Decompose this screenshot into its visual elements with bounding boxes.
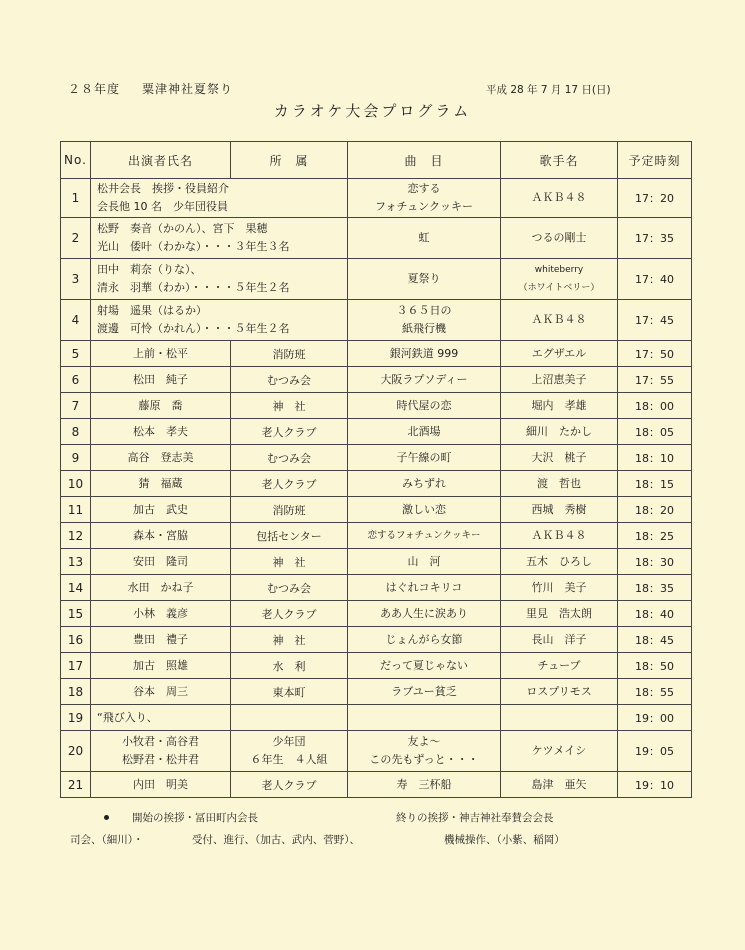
- cell-song: [348, 772, 501, 798]
- cell-no: 11: [61, 497, 91, 523]
- table-row: [61, 653, 692, 679]
- cell-line: ３６５日の: [396, 304, 452, 317]
- cell-song: [348, 419, 501, 445]
- cell-line: 上沼恵美子: [531, 372, 587, 386]
- cell-line: 上前・松平: [133, 346, 188, 360]
- cell-singer: [501, 218, 618, 259]
- header-date: 平成 28 年 7 月 17 日(日): [486, 84, 611, 96]
- cell-time: 18：25: [618, 523, 692, 549]
- cell-affiliation: 包括センター: [231, 523, 348, 549]
- cell-performer: [91, 471, 231, 497]
- cell-singer: [501, 259, 618, 300]
- cell-affiliation: [231, 731, 348, 772]
- cell-performer: [91, 653, 231, 679]
- cell-singer: [501, 731, 618, 772]
- cell-line: 友よ～: [407, 735, 441, 748]
- cell-time: 18：40: [618, 601, 692, 627]
- cell-singer: [501, 471, 618, 497]
- cell-singer: [501, 179, 618, 218]
- col-header-singer: 歌手名: [501, 142, 618, 179]
- cell-song: [348, 259, 501, 300]
- footer-machine: 機械操作、（小紫、稲岡）: [444, 834, 565, 846]
- cell-time: 18：00: [618, 393, 692, 419]
- table-row: [61, 259, 692, 300]
- cell-song: [348, 549, 501, 575]
- table-row: [61, 393, 692, 419]
- cell-time: 17：50: [618, 341, 692, 367]
- cell-no: 1: [61, 179, 91, 218]
- cell-line: 里見 浩太朗: [526, 606, 592, 620]
- cell-line: 島津 亜矢: [531, 777, 587, 791]
- cell-singer: [501, 393, 618, 419]
- cell-line: 紙飛行機: [402, 322, 446, 335]
- table-row: [61, 627, 692, 653]
- table-row: [61, 575, 692, 601]
- cell-time: 17：45: [618, 300, 692, 341]
- cell-no: 12: [61, 523, 91, 549]
- table-row: [61, 549, 692, 575]
- cell-line: 小林 義彦: [133, 606, 188, 620]
- header-event: 粟津神社夏祭り: [142, 82, 234, 96]
- cell-line: 内田 明美: [133, 777, 188, 791]
- cell-performer: [91, 679, 231, 705]
- cell-singer: [501, 575, 618, 601]
- table-row: [61, 772, 692, 798]
- cell-affiliation: 神 社: [231, 549, 348, 575]
- cell-song: [348, 179, 501, 218]
- cell-line: 銀河鉄道 999: [389, 346, 459, 360]
- cell-time: 17：55: [618, 367, 692, 393]
- col-header-no: No.: [61, 142, 91, 179]
- cell-time: 19：00: [618, 705, 692, 731]
- cell-singer: [501, 445, 618, 471]
- cell-time: 17：35: [618, 218, 692, 259]
- cell-time: 19：10: [618, 772, 692, 798]
- cell-line: 恋する: [407, 182, 441, 195]
- cell-performer: [91, 575, 231, 601]
- cell-affiliation: 老人クラブ: [231, 601, 348, 627]
- cell-performer: [91, 393, 231, 419]
- table-row: [61, 523, 692, 549]
- cell-singer: [501, 341, 618, 367]
- cell-line: 虹: [418, 231, 430, 244]
- cell-line: 加古 照雄: [133, 658, 188, 672]
- cell-no: 17: [61, 653, 91, 679]
- col-header-affiliation: 所 属: [231, 142, 348, 179]
- cell-performer: [91, 300, 348, 341]
- cell-performer: [91, 497, 231, 523]
- cell-line: 大沢 桃子: [531, 450, 587, 464]
- cell-line: 安田 隆司: [133, 554, 188, 568]
- cell-line: ロスプリモス: [526, 684, 592, 698]
- table-row: [61, 497, 692, 523]
- cell-affiliation: むつみ会: [231, 445, 348, 471]
- cell-line: ＡＫＢ４８: [531, 528, 587, 542]
- cell-affiliation: むつみ会: [231, 575, 348, 601]
- cell-line: 松野君・松井君: [122, 753, 199, 766]
- cell-performer: [91, 445, 231, 471]
- cell-line: だって夏じゃない: [380, 658, 468, 672]
- cell-no: 19: [61, 705, 91, 731]
- table-body: [61, 179, 692, 798]
- cell-performer: [91, 218, 348, 259]
- cell-song: [348, 471, 501, 497]
- cell-performer: [91, 419, 231, 445]
- cell-line: 西城 秀樹: [531, 502, 587, 516]
- cell-time: 18：05: [618, 419, 692, 445]
- cell-affiliation: [231, 705, 348, 731]
- footer-mc: 司会、（細川）・: [70, 834, 144, 846]
- cell-song: [348, 627, 501, 653]
- cell-line: 松井会長 挨拶・役員紹介: [97, 182, 229, 195]
- cell-song: [348, 575, 501, 601]
- cell-line: この先もずっと・・・: [369, 753, 479, 766]
- table-row: [61, 705, 692, 731]
- cell-line: エグザエル: [531, 346, 587, 360]
- header-year-event: [68, 80, 233, 97]
- cell-performer: [91, 601, 231, 627]
- cell-line: whiteberry: [534, 265, 584, 275]
- table-row: [61, 731, 692, 772]
- cell-line: 五木 ひろし: [526, 554, 592, 568]
- cell-singer: [501, 497, 618, 523]
- cell-time: 17：40: [618, 259, 692, 300]
- cell-singer: [501, 300, 618, 341]
- cell-affiliation: 消防班: [231, 497, 348, 523]
- cell-line: 竹川 美子: [531, 580, 587, 594]
- cell-performer: [91, 772, 231, 798]
- footer-opening: 開始の挨拶・冨田町内会長: [132, 812, 258, 824]
- cell-singer: [501, 627, 618, 653]
- table-row: [61, 218, 692, 259]
- cell-no: 8: [61, 419, 91, 445]
- cell-line: 北酒場: [407, 424, 441, 438]
- cell-time: 18：30: [618, 549, 692, 575]
- cell-line: 森本・宮脇: [133, 528, 188, 542]
- table-header-row: [61, 142, 692, 179]
- cell-performer: [91, 549, 231, 575]
- cell-line: 光山 倭叶（わかな）・・・３年生３名: [97, 240, 290, 253]
- table-row: [61, 367, 692, 393]
- cell-song: [348, 393, 501, 419]
- cell-affiliation: 消防班: [231, 341, 348, 367]
- cell-line: 谷本 周三: [133, 684, 188, 698]
- cell-affiliation: むつみ会: [231, 367, 348, 393]
- table-row: [61, 300, 692, 341]
- cell-line: フォチュンクッキー: [375, 200, 473, 213]
- cell-line: 藤原 喬: [138, 398, 183, 412]
- cell-line: 小牧君・高谷君: [122, 735, 199, 748]
- cell-singer: [501, 679, 618, 705]
- cell-singer: [501, 772, 618, 798]
- cell-time: 17：20: [618, 179, 692, 218]
- cell-performer: [91, 731, 231, 772]
- cell-line: じょんがら女節: [385, 632, 463, 646]
- cell-performer: [91, 341, 231, 367]
- table-row: [61, 679, 692, 705]
- table-row: [61, 445, 692, 471]
- cell-singer: [501, 705, 618, 731]
- cell-time: 18：55: [618, 679, 692, 705]
- cell-no: 14: [61, 575, 91, 601]
- cell-song: [348, 300, 501, 341]
- cell-line: 激しい恋: [402, 502, 446, 516]
- cell-line: 夏祭り: [407, 272, 441, 285]
- cell-line: ６年生 ４人組: [250, 753, 328, 766]
- table-row: [61, 341, 692, 367]
- cell-no: 20: [61, 731, 91, 772]
- cell-line: 豊田 禮子: [133, 632, 188, 646]
- cell-line: 加古 武史: [133, 502, 188, 516]
- header-year: ２８年度: [68, 82, 121, 96]
- cell-affiliation: 神 社: [231, 393, 348, 419]
- cell-affiliation: 老人クラブ: [231, 419, 348, 445]
- cell-affiliation: 水 利: [231, 653, 348, 679]
- cell-affiliation: 東本町: [231, 679, 348, 705]
- cell-affiliation: 神 社: [231, 627, 348, 653]
- col-header-time: 予定時刻: [618, 142, 692, 179]
- cell-performer: [91, 259, 348, 300]
- cell-performer: [91, 705, 231, 731]
- bullet-icon: [104, 815, 109, 820]
- cell-time: 18：45: [618, 627, 692, 653]
- cell-line: 少年団: [272, 735, 306, 748]
- page-title: カラオケ大会プログラム: [273, 102, 472, 120]
- cell-line: ああ人生に涙あり: [380, 606, 468, 620]
- cell-line: 猜 福蔵: [138, 476, 183, 490]
- cell-singer: [501, 419, 618, 445]
- cell-performer: [91, 627, 231, 653]
- cell-line: 水田 かね子: [127, 580, 194, 594]
- table-row: [61, 179, 692, 218]
- cell-no: 13: [61, 549, 91, 575]
- cell-no: 16: [61, 627, 91, 653]
- cell-no: 9: [61, 445, 91, 471]
- cell-song: [348, 218, 501, 259]
- cell-song: [348, 601, 501, 627]
- cell-singer: [501, 367, 618, 393]
- cell-time: 18：50: [618, 653, 692, 679]
- cell-time: 18：10: [618, 445, 692, 471]
- cell-line: 会長他 10 名 少年団役員: [97, 200, 228, 213]
- cell-no: 7: [61, 393, 91, 419]
- cell-line: 寿 三杯船: [396, 777, 452, 791]
- cell-line: 高谷 登志美: [127, 450, 194, 464]
- cell-no: 21: [61, 772, 91, 798]
- program-table: [60, 141, 692, 798]
- footer-reception: 受付、進行、（加古、武内、菅野）、: [192, 834, 360, 846]
- cell-affiliation: 老人クラブ: [231, 471, 348, 497]
- cell-time: 18：20: [618, 497, 692, 523]
- cell-song: [348, 497, 501, 523]
- cell-line: ＡＫＢ４８: [531, 313, 587, 326]
- table-row: [61, 471, 692, 497]
- cell-song: [348, 679, 501, 705]
- cell-song: [348, 445, 501, 471]
- cell-performer: [91, 367, 231, 393]
- cell-line: 堀内 孝雄: [531, 398, 587, 412]
- cell-line: 恋するフォチュンクッキー: [367, 529, 481, 541]
- col-header-song: 曲 目: [348, 142, 501, 179]
- cell-song: [348, 367, 501, 393]
- cell-no: 5: [61, 341, 91, 367]
- cell-singer: [501, 601, 618, 627]
- cell-singer: [501, 523, 618, 549]
- cell-time: 18：35: [618, 575, 692, 601]
- cell-line: 射場 遥果（はるか）: [97, 304, 207, 317]
- cell-time: 19：05: [618, 731, 692, 772]
- cell-singer: [501, 549, 618, 575]
- cell-line: 細川 たかし: [526, 424, 592, 438]
- cell-no: 4: [61, 300, 91, 341]
- table-row: [61, 601, 692, 627]
- cell-line: （ホワイトベリー）: [518, 283, 600, 293]
- cell-line: 清永 羽華（わか）・・・・５年生２名: [97, 281, 290, 294]
- cell-performer: [91, 523, 231, 549]
- cell-line: チューブ: [537, 658, 581, 672]
- cell-line: みちずれ: [402, 476, 446, 490]
- cell-song: [348, 653, 501, 679]
- cell-line: “飛び入り、: [97, 710, 158, 724]
- cell-line: はぐれコキリコ: [385, 580, 463, 594]
- cell-affiliation: 老人クラブ: [231, 772, 348, 798]
- col-header-performer: 出演者氏名: [91, 142, 231, 179]
- cell-no: 6: [61, 367, 91, 393]
- cell-line: 大阪ラプソディー: [380, 372, 468, 386]
- cell-line: 松田 純子: [133, 372, 188, 386]
- cell-no: 18: [61, 679, 91, 705]
- cell-song: [348, 523, 501, 549]
- cell-line: 子午線の町: [396, 450, 452, 464]
- cell-line: 松野 奏音（かのん）、宮下 果穂: [97, 222, 268, 235]
- cell-song: [348, 731, 501, 772]
- cell-line: 渡邊 可怜（かれん）・・・５年生２名: [97, 322, 290, 335]
- cell-line: ケツメイシ: [531, 744, 587, 757]
- footer-closing: 終りの挨拶・神吉神社奉賛会会長: [396, 812, 554, 824]
- cell-line: 時代屋の恋: [396, 398, 452, 412]
- cell-line: ＡＫＢ４８: [531, 191, 587, 204]
- cell-singer: [501, 653, 618, 679]
- table-row: [61, 419, 692, 445]
- cell-line: つるの剛士: [531, 231, 587, 244]
- cell-line: 松本 孝夫: [133, 424, 188, 438]
- cell-no: 10: [61, 471, 91, 497]
- cell-performer: [91, 179, 348, 218]
- cell-line: 渡 哲也: [537, 476, 581, 490]
- cell-no: 3: [61, 259, 91, 300]
- cell-line: ラブユー貧乏: [391, 684, 457, 698]
- cell-song: [348, 705, 501, 731]
- cell-no: 15: [61, 601, 91, 627]
- cell-line: 田中 莉奈（りな）、: [97, 263, 202, 276]
- cell-line: 長山 洋子: [531, 632, 587, 646]
- cell-song: [348, 341, 501, 367]
- cell-no: 2: [61, 218, 91, 259]
- cell-line: 山 河: [407, 554, 441, 568]
- cell-time: 18：15: [618, 471, 692, 497]
